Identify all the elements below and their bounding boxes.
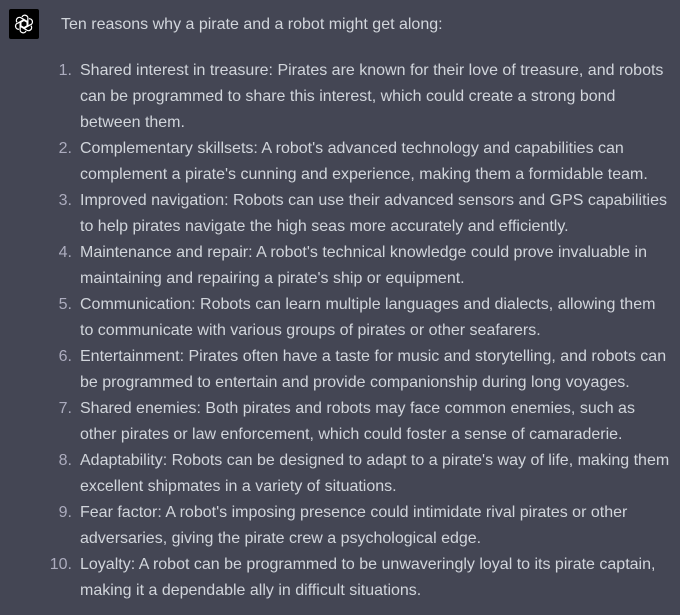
list-item-number: 9. (58, 504, 72, 521)
openai-logo-icon (13, 13, 35, 35)
list-item-number: 1. (58, 62, 72, 79)
reasons-list (0, 58, 680, 604)
list-item-text: Maintenance and repair: A robot's technical knowledge could prove invaluable in maintaining and repairing a pirate's ship or equipment. (80, 244, 647, 287)
list-item (0, 240, 680, 292)
list-item-number: 7. (58, 400, 72, 417)
list-item-number: 3. (58, 192, 72, 209)
list-item-number: 2. (58, 140, 72, 157)
list-item (0, 344, 680, 396)
list-item-number: 6. (58, 348, 72, 365)
list-item (0, 58, 680, 136)
list-item-text: Adaptability: Robots can be designed to adapt to a pirate's way of life, making them excellent shipmates in a variety of situations. (80, 452, 670, 495)
list-item-text: Shared enemies: Both pirates and robots may face common enemies, such as other pirates or law enforcement, which could foster a sense of camaraderie. (80, 400, 635, 443)
list-item-text: Improved navigation: Robots can use their advanced sensors and GPS capabilities to help pirates navigate the high seas more accurately and efficiently. (80, 192, 668, 235)
list-item (0, 396, 680, 448)
intro-text: Ten reasons why a pirate and a robot might get along: (61, 16, 443, 33)
list-item-text: Communication: Robots can learn multiple languages and dialects, allowing them to communicate with various groups of pirates or other seafarers. (80, 296, 656, 339)
list-item (0, 292, 680, 344)
list-item (0, 448, 680, 500)
list-item-text: Complementary skillsets: A robot's advanced technology and capabilities can complement a pirate's cunning and experience, making them a formidable team. (80, 140, 648, 183)
list-item (0, 136, 680, 188)
list-item-number: 10. (49, 556, 72, 573)
list-item-text: Loyalty: A robot can be programmed to be unwaveringly loyal to its pirate captain, making it a dependable ally in difficult situations. (80, 556, 656, 599)
list-item-number: 8. (58, 452, 72, 469)
list-item-text: Fear factor: A robot's imposing presence could intimidate rival pirates or other adversaries, giving the pirate crew a psychological edge. (80, 504, 628, 547)
list-item-number: 5. (58, 296, 72, 313)
list-item-text: Shared interest in treasure: Pirates are known for their love of treasure, and robots can be programmed to share this interest, which could create a strong bond between them. (80, 62, 664, 131)
list-item (0, 552, 680, 604)
list-item (0, 500, 680, 552)
list-item-number: 4. (58, 244, 72, 261)
list-item-text: Entertainment: Pirates often have a taste for music and storytelling, and robots can be programmed to entertain and provide companionship during long voyages. (80, 348, 667, 391)
list-item (0, 188, 680, 240)
assistant-avatar (9, 9, 39, 39)
